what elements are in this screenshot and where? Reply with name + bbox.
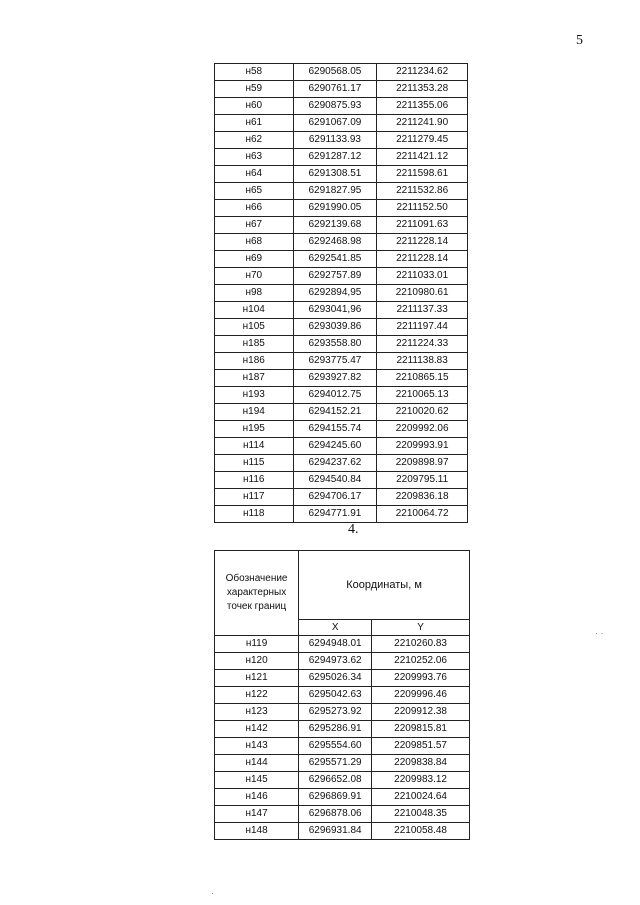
coordinates-table-1 — [214, 63, 468, 523]
table-row — [215, 721, 470, 738]
header-y: Y — [372, 620, 470, 636]
table-row — [215, 653, 470, 670]
coord-y: 2211353.28 — [377, 81, 468, 98]
table-row — [215, 81, 468, 98]
coord-x: 6291133.93 — [293, 132, 377, 149]
table-row — [215, 772, 470, 789]
coord-y: 2209838.84 — [372, 755, 470, 772]
table-row — [215, 132, 468, 149]
point-name: н116 — [215, 472, 294, 489]
table-row — [215, 285, 468, 302]
coord-x: 6294771.91 — [293, 506, 377, 523]
scan-mark: · · — [595, 628, 604, 638]
point-name: н114 — [215, 438, 294, 455]
table-row — [215, 387, 468, 404]
coord-x: 6295026.34 — [299, 670, 372, 687]
point-name: н59 — [215, 81, 294, 98]
coord-x: 6294973.62 — [299, 653, 372, 670]
table-row — [215, 404, 468, 421]
coord-x: 6293558.80 — [293, 336, 377, 353]
coord-y: 2211421.12 — [377, 149, 468, 166]
coord-x: 6296931.84 — [299, 823, 372, 840]
point-name: н147 — [215, 806, 299, 823]
coord-y: 2209983.12 — [372, 772, 470, 789]
table-row — [215, 704, 470, 721]
coord-x: 6293927.82 — [293, 370, 377, 387]
coord-y: 2210252.06 — [372, 653, 470, 670]
coord-x: 6293041,96 — [293, 302, 377, 319]
table-row — [215, 98, 468, 115]
point-name: н123 — [215, 704, 299, 721]
coord-y: 2211355.06 — [377, 98, 468, 115]
coord-x: 6291067.09 — [293, 115, 377, 132]
point-name: н104 — [215, 302, 294, 319]
point-name: н67 — [215, 217, 294, 234]
coord-y: 2209993.91 — [377, 438, 468, 455]
point-name: н187 — [215, 370, 294, 387]
coord-y: 2209993.76 — [372, 670, 470, 687]
point-name: н193 — [215, 387, 294, 404]
coord-x: 6291990.05 — [293, 200, 377, 217]
coord-x: 6292894,95 — [293, 285, 377, 302]
section-number: 4. — [348, 522, 359, 537]
coord-y: 2209851.57 — [372, 738, 470, 755]
point-name: н144 — [215, 755, 299, 772]
coord-x: 6290761.17 — [293, 81, 377, 98]
coord-y: 2211228.14 — [377, 251, 468, 268]
coord-y: 2211598.61 — [377, 166, 468, 183]
table-row — [215, 268, 468, 285]
point-name: н68 — [215, 234, 294, 251]
table-row — [215, 755, 470, 772]
point-name: н117 — [215, 489, 294, 506]
coord-x: 6296652.08 — [299, 772, 372, 789]
table-row — [215, 823, 470, 840]
point-name: н186 — [215, 353, 294, 370]
coord-y: 2211532.86 — [377, 183, 468, 200]
coord-y: 2210020.62 — [377, 404, 468, 421]
page-number: 5 — [576, 33, 583, 48]
point-name: н69 — [215, 251, 294, 268]
coord-x: 6294237.62 — [293, 455, 377, 472]
header-point-label: Обозначение характерных точек границ — [215, 551, 299, 636]
table-row — [215, 64, 468, 81]
coord-x: 6293775.47 — [293, 353, 377, 370]
coord-y: 2211224.33 — [377, 336, 468, 353]
coord-y: 2210980.61 — [377, 285, 468, 302]
point-name: н146 — [215, 789, 299, 806]
table-row — [215, 234, 468, 251]
point-name: н118 — [215, 506, 294, 523]
table-row — [215, 455, 468, 472]
table-row — [215, 806, 470, 823]
coord-x: 6291827.95 — [293, 183, 377, 200]
coordinates-table-2 — [214, 550, 470, 840]
coord-x: 6291308.51 — [293, 166, 377, 183]
table-row — [215, 115, 468, 132]
coord-x: 6292468.98 — [293, 234, 377, 251]
table-row — [215, 738, 470, 755]
coord-y: 2210058.48 — [372, 823, 470, 840]
coord-x: 6294245.60 — [293, 438, 377, 455]
table-row — [215, 200, 468, 217]
point-name: н142 — [215, 721, 299, 738]
coord-y: 2210048.35 — [372, 806, 470, 823]
coord-y: 2209992.06 — [377, 421, 468, 438]
coord-x: 6295286.91 — [299, 721, 372, 738]
table-row — [215, 149, 468, 166]
point-name: н115 — [215, 455, 294, 472]
point-name: н194 — [215, 404, 294, 421]
coord-y: 2211137.33 — [377, 302, 468, 319]
coord-y: 2210065.13 — [377, 387, 468, 404]
point-name: н70 — [215, 268, 294, 285]
point-name: н98 — [215, 285, 294, 302]
point-name: н120 — [215, 653, 299, 670]
point-name: н63 — [215, 149, 294, 166]
point-name: н121 — [215, 670, 299, 687]
table-row — [215, 336, 468, 353]
coord-x: 6294155.74 — [293, 421, 377, 438]
coord-x: 6296878.06 — [299, 806, 372, 823]
table-row — [215, 687, 470, 704]
header-x: X — [299, 620, 372, 636]
point-name: н60 — [215, 98, 294, 115]
coord-y: 2210024.64 — [372, 789, 470, 806]
table-row — [215, 370, 468, 387]
coord-x: 6293039.86 — [293, 319, 377, 336]
point-name: н65 — [215, 183, 294, 200]
coord-y: 2211279.45 — [377, 132, 468, 149]
coord-y: 2211234.62 — [377, 64, 468, 81]
table-row — [215, 489, 468, 506]
coord-y: 2209912.38 — [372, 704, 470, 721]
coord-x: 6292541.85 — [293, 251, 377, 268]
table-row — [215, 789, 470, 806]
coord-x: 6292757.89 — [293, 268, 377, 285]
point-name: н148 — [215, 823, 299, 840]
point-name: н66 — [215, 200, 294, 217]
coord-y: 2211091.63 — [377, 217, 468, 234]
coord-y: 2211241.90 — [377, 115, 468, 132]
coord-y: 2209996.46 — [372, 687, 470, 704]
coord-x: 6291287.12 — [293, 149, 377, 166]
point-name: н61 — [215, 115, 294, 132]
coord-x: 6294948.01 — [299, 636, 372, 653]
coord-y: 2210064.72 — [377, 506, 468, 523]
coord-y: 2211152.50 — [377, 200, 468, 217]
header-coordinates: Координаты, м — [299, 551, 470, 620]
point-name: н62 — [215, 132, 294, 149]
table-row — [215, 217, 468, 234]
coord-x: 6294706.17 — [293, 489, 377, 506]
table-row — [215, 670, 470, 687]
coord-x: 6295571.29 — [299, 755, 372, 772]
point-name: н119 — [215, 636, 299, 653]
table-row — [215, 353, 468, 370]
table-row — [215, 472, 468, 489]
coord-y: 2209795.11 — [377, 472, 468, 489]
point-name: н195 — [215, 421, 294, 438]
table-row — [215, 166, 468, 183]
table-row — [215, 251, 468, 268]
coord-y: 2209815.81 — [372, 721, 470, 738]
table-header-row — [215, 551, 470, 620]
coord-x: 6294540.84 — [293, 472, 377, 489]
coord-y: 2209898.97 — [377, 455, 468, 472]
point-name: н105 — [215, 319, 294, 336]
table-row — [215, 636, 470, 653]
coord-x: 6295042.63 — [299, 687, 372, 704]
coord-x: 6295273.92 — [299, 704, 372, 721]
point-name: н58 — [215, 64, 294, 81]
table-row — [215, 183, 468, 200]
coord-x: 6290875.93 — [293, 98, 377, 115]
point-name: н185 — [215, 336, 294, 353]
point-name: н64 — [215, 166, 294, 183]
coord-y: 2211138.83 — [377, 353, 468, 370]
point-name: н143 — [215, 738, 299, 755]
coord-x: 6292139.68 — [293, 217, 377, 234]
table-row — [215, 302, 468, 319]
coord-y: 2210260.83 — [372, 636, 470, 653]
coord-y: 2211228.14 — [377, 234, 468, 251]
coord-x: 6294012.75 — [293, 387, 377, 404]
coord-y: 2209836.18 — [377, 489, 468, 506]
coord-y: 2210865.15 — [377, 370, 468, 387]
coord-x: 6296869.91 — [299, 789, 372, 806]
table-row — [215, 319, 468, 336]
table-row — [215, 421, 468, 438]
coord-x: 6294152.21 — [293, 404, 377, 421]
point-name: н122 — [215, 687, 299, 704]
table-row — [215, 506, 468, 523]
coord-x: 6290568.05 — [293, 64, 377, 81]
coord-x: 6295554.60 — [299, 738, 372, 755]
coord-y: 2211197.44 — [377, 319, 468, 336]
coord-y: 2211033.01 — [377, 268, 468, 285]
table-row — [215, 438, 468, 455]
scan-mark: · — [211, 888, 214, 898]
point-name: н145 — [215, 772, 299, 789]
